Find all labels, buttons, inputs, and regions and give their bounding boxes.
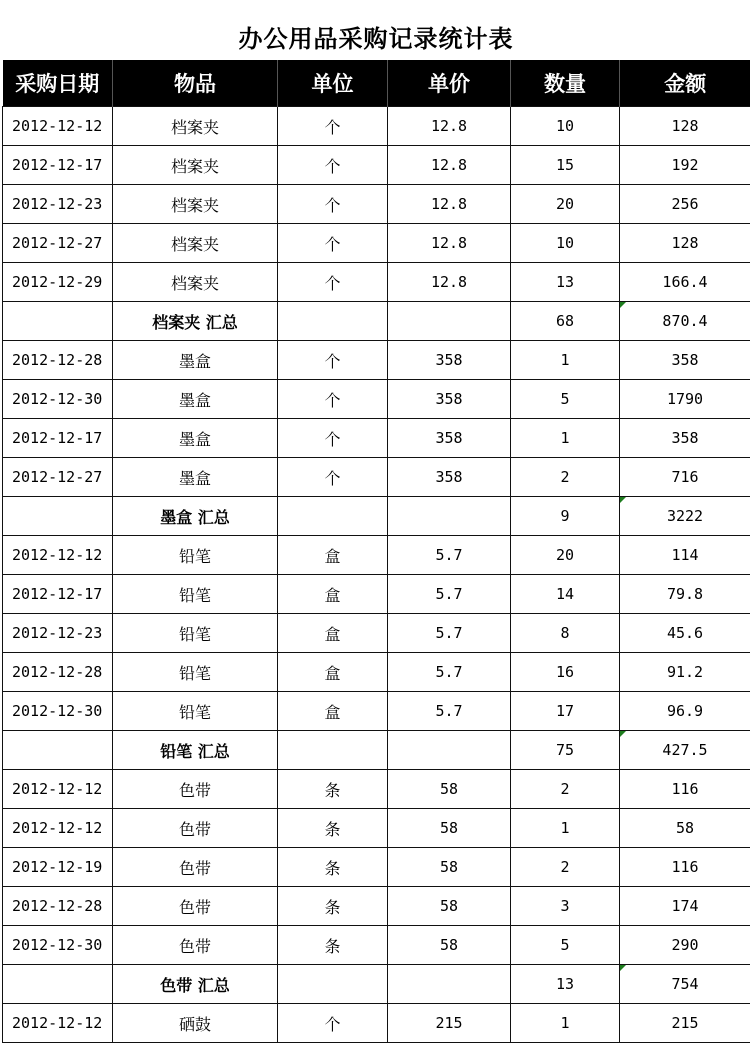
table-row	[3, 926, 750, 965]
cell-amount[interactable]	[620, 302, 750, 341]
cell-unit[interactable]: 个	[278, 263, 388, 302]
cell-amount[interactable]: 358	[620, 341, 750, 380]
cell-unit[interactable]: 个	[278, 419, 388, 458]
cell-qty[interactable]: 20	[511, 185, 620, 224]
cell-item[interactable]: 色带	[113, 926, 278, 965]
cell-date[interactable]: 2012-12-12	[3, 536, 113, 575]
cell-date[interactable]	[3, 731, 113, 770]
cell-item[interactable]: 铅笔	[113, 614, 278, 653]
cell-unit[interactable]: 盒	[278, 692, 388, 731]
cell-date[interactable]: 2012-12-27	[3, 224, 113, 263]
cell-item[interactable]: 铅笔	[113, 536, 278, 575]
cell-amount[interactable]: 45.6	[620, 614, 750, 653]
cell-date[interactable]: 2012-12-17	[3, 419, 113, 458]
cell-item[interactable]: 墨盒	[113, 458, 278, 497]
table-row	[3, 653, 750, 692]
cell-amount[interactable]: 96.9	[620, 692, 750, 731]
cell-unit[interactable]	[278, 731, 388, 770]
cell-amount[interactable]: 215	[620, 1004, 750, 1043]
cell-qty[interactable]: 75	[511, 731, 620, 770]
table-row	[3, 887, 750, 926]
cell-item[interactable]: 色带	[113, 887, 278, 926]
cell-qty[interactable]: 2	[511, 848, 620, 887]
comment-indicator-icon	[620, 302, 626, 308]
cell-amount[interactable]	[620, 731, 750, 770]
subtotal-row	[3, 497, 750, 536]
cell-subtotal-label[interactable]: 档案夹 汇总	[113, 302, 278, 341]
cell-qty[interactable]: 16	[511, 653, 620, 692]
spreadsheet	[2, 0, 750, 1043]
cell-date[interactable]: 2012-12-28	[3, 341, 113, 380]
cell-unit[interactable]: 条	[278, 809, 388, 848]
cell-price[interactable]: 5.7	[388, 536, 511, 575]
cell-unit[interactable]: 条	[278, 926, 388, 965]
cell-qty[interactable]: 5	[511, 926, 620, 965]
header-unit[interactable]: 单位	[278, 60, 388, 107]
cell-value: 3222	[666, 507, 704, 525]
cell-unit[interactable]: 条	[278, 770, 388, 809]
table-row	[3, 185, 750, 224]
cell-price[interactable]: 58	[388, 887, 511, 926]
cell-price[interactable]: 5.7	[388, 653, 511, 692]
cell-item[interactable]: 档案夹	[113, 185, 278, 224]
cell-item[interactable]: 墨盒	[113, 419, 278, 458]
cell-date[interactable]: 2012-12-28	[3, 653, 113, 692]
cell-price[interactable]	[388, 302, 511, 341]
cell-item[interactable]: 色带	[113, 809, 278, 848]
cell-unit[interactable]: 个	[278, 185, 388, 224]
cell-qty[interactable]: 1	[511, 809, 620, 848]
cell-unit[interactable]: 盒	[278, 614, 388, 653]
cell-date[interactable]: 2012-12-28	[3, 887, 113, 926]
cell-price[interactable]	[388, 965, 511, 1004]
cell-amount[interactable]: 358	[620, 419, 750, 458]
cell-qty[interactable]: 17	[511, 692, 620, 731]
header-amount[interactable]: 金额	[620, 60, 750, 107]
table-row	[3, 458, 750, 497]
cell-qty[interactable]: 20	[511, 536, 620, 575]
cell-amount[interactable]: 114	[620, 536, 750, 575]
comment-indicator-icon	[620, 497, 626, 503]
table-row	[3, 224, 750, 263]
cell-amount[interactable]: 290	[620, 926, 750, 965]
cell-price[interactable]: 5.7	[388, 692, 511, 731]
cell-date[interactable]: 2012-12-12	[3, 770, 113, 809]
comment-indicator-icon	[620, 965, 626, 971]
cell-amount[interactable]: 116	[620, 848, 750, 887]
table-row	[3, 809, 750, 848]
table-row	[3, 419, 750, 458]
cell-amount[interactable]: 79.8	[620, 575, 750, 614]
cell-date[interactable]: 2012-12-30	[3, 692, 113, 731]
cell-price[interactable]: 358	[388, 419, 511, 458]
cell-qty[interactable]: 10	[511, 224, 620, 263]
cell-date[interactable]: 2012-12-23	[3, 185, 113, 224]
cell-item[interactable]: 色带	[113, 770, 278, 809]
cell-price[interactable]: 12.8	[388, 263, 511, 302]
cell-unit[interactable]: 个	[278, 146, 388, 185]
cell-subtotal-label[interactable]: 色带 汇总	[113, 965, 278, 1004]
sheet-title: 办公用品采购记录统计表	[238, 24, 514, 53]
cell-date[interactable]: 2012-12-17	[3, 146, 113, 185]
cell-price[interactable]: 12.8	[388, 146, 511, 185]
cell-price[interactable]: 12.8	[388, 107, 511, 146]
cell-amount[interactable]: 91.2	[620, 653, 750, 692]
cell-unit[interactable]: 个	[278, 1004, 388, 1043]
cell-date[interactable]	[3, 497, 113, 536]
table-body	[3, 107, 750, 1043]
cell-qty[interactable]: 15	[511, 146, 620, 185]
cell-qty[interactable]: 2	[511, 770, 620, 809]
cell-amount[interactable]: 128	[620, 224, 750, 263]
cell-unit[interactable]: 个	[278, 341, 388, 380]
cell-date[interactable]	[3, 302, 113, 341]
table-row	[3, 575, 750, 614]
subtotal-row	[3, 731, 750, 770]
cell-qty[interactable]: 3	[511, 887, 620, 926]
cell-unit[interactable]	[278, 497, 388, 536]
header-qty[interactable]: 数量	[511, 60, 620, 107]
header-row	[3, 60, 750, 107]
cell-item[interactable]: 档案夹	[113, 263, 278, 302]
cell-qty[interactable]: 8	[511, 614, 620, 653]
table-row	[3, 263, 750, 302]
cell-date[interactable]: 2012-12-29	[3, 263, 113, 302]
cell-item[interactable]: 色带	[113, 848, 278, 887]
table-row	[3, 692, 750, 731]
cell-unit[interactable]	[278, 965, 388, 1004]
cell-value: 754	[671, 975, 699, 993]
cell-item[interactable]: 墨盒	[113, 341, 278, 380]
header-item[interactable]: 物品	[113, 60, 278, 107]
cell-qty[interactable]: 5	[511, 380, 620, 419]
cell-date[interactable]: 2012-12-30	[3, 380, 113, 419]
cell-price[interactable]: 358	[388, 380, 511, 419]
table-row	[3, 146, 750, 185]
cell-subtotal-label[interactable]: 铅笔 汇总	[113, 731, 278, 770]
table-row	[3, 107, 750, 146]
cell-amount[interactable]	[620, 965, 750, 1004]
cell-amount[interactable]: 166.4	[620, 263, 750, 302]
cell-price[interactable]: 358	[388, 341, 511, 380]
cell-unit[interactable]: 个	[278, 224, 388, 263]
cell-item[interactable]: 墨盒	[113, 380, 278, 419]
cell-date[interactable]: 2012-12-27	[3, 458, 113, 497]
cell-price[interactable]: 5.7	[388, 575, 511, 614]
cell-value: 870.4	[662, 312, 708, 330]
cell-amount[interactable]: 174	[620, 887, 750, 926]
cell-date[interactable]: 2012-12-30	[3, 926, 113, 965]
cell-item[interactable]: 硒鼓	[113, 1004, 278, 1043]
cell-qty[interactable]: 68	[511, 302, 620, 341]
cell-amount[interactable]: 192	[620, 146, 750, 185]
cell-amount[interactable]	[620, 497, 750, 536]
cell-unit[interactable]: 个	[278, 380, 388, 419]
cell-subtotal-label[interactable]: 墨盒 汇总	[113, 497, 278, 536]
table-row	[3, 614, 750, 653]
cell-item[interactable]: 档案夹	[113, 224, 278, 263]
table-row	[3, 341, 750, 380]
cell-qty[interactable]: 9	[511, 497, 620, 536]
cell-unit[interactable]	[278, 302, 388, 341]
cell-unit[interactable]: 盒	[278, 653, 388, 692]
cell-amount[interactable]: 128	[620, 107, 750, 146]
cell-amount[interactable]: 716	[620, 458, 750, 497]
cell-item[interactable]: 档案夹	[113, 146, 278, 185]
cell-item[interactable]: 档案夹	[113, 107, 278, 146]
cell-value: 427.5	[662, 741, 708, 759]
cell-date[interactable]: 2012-12-23	[3, 614, 113, 653]
cell-date[interactable]: 2012-12-12	[3, 107, 113, 146]
cell-date[interactable]: 2012-12-12	[3, 1004, 113, 1043]
cell-date[interactable]: 2012-12-12	[3, 809, 113, 848]
table-row	[3, 380, 750, 419]
table-row	[3, 1004, 750, 1043]
cell-qty[interactable]: 13	[511, 965, 620, 1004]
cell-date[interactable]	[3, 965, 113, 1004]
cell-qty[interactable]: 2	[511, 458, 620, 497]
subtotal-row	[3, 302, 750, 341]
cell-qty[interactable]: 10	[511, 107, 620, 146]
cell-amount[interactable]: 116	[620, 770, 750, 809]
cell-unit[interactable]: 个	[278, 107, 388, 146]
cell-price[interactable]: 12.8	[388, 185, 511, 224]
cell-price[interactable]: 5.7	[388, 614, 511, 653]
table-row	[3, 848, 750, 887]
cell-unit[interactable]: 盒	[278, 536, 388, 575]
cell-item[interactable]: 铅笔	[113, 692, 278, 731]
header-price[interactable]: 单价	[388, 60, 511, 107]
cell-qty[interactable]: 13	[511, 263, 620, 302]
cell-item[interactable]: 铅笔	[113, 575, 278, 614]
cell-qty[interactable]: 1	[511, 1004, 620, 1043]
header-date[interactable]: 采购日期	[3, 60, 113, 107]
cell-price[interactable]	[388, 497, 511, 536]
cell-price[interactable]: 58	[388, 926, 511, 965]
table-row	[3, 770, 750, 809]
cell-qty[interactable]: 1	[511, 419, 620, 458]
cell-price[interactable]	[388, 731, 511, 770]
cell-amount[interactable]: 256	[620, 185, 750, 224]
cell-qty[interactable]: 1	[511, 341, 620, 380]
cell-price[interactable]: 12.8	[388, 224, 511, 263]
cell-amount[interactable]: 1790	[620, 380, 750, 419]
cell-price[interactable]: 58	[388, 809, 511, 848]
cell-price[interactable]: 358	[388, 458, 511, 497]
table-row	[3, 536, 750, 575]
cell-unit[interactable]: 个	[278, 458, 388, 497]
cell-price[interactable]: 215	[388, 1004, 511, 1043]
cell-price[interactable]: 58	[388, 770, 511, 809]
cell-qty[interactable]: 14	[511, 575, 620, 614]
cell-unit[interactable]: 条	[278, 848, 388, 887]
purchase-table	[2, 60, 750, 1043]
cell-price[interactable]: 58	[388, 848, 511, 887]
cell-item[interactable]: 铅笔	[113, 653, 278, 692]
subtotal-row	[3, 965, 750, 1004]
cell-date[interactable]: 2012-12-17	[3, 575, 113, 614]
cell-date[interactable]: 2012-12-19	[3, 848, 113, 887]
cell-unit[interactable]: 条	[278, 887, 388, 926]
comment-indicator-icon	[620, 731, 626, 737]
cell-unit[interactable]: 盒	[278, 575, 388, 614]
cell-amount[interactable]: 58	[620, 809, 750, 848]
